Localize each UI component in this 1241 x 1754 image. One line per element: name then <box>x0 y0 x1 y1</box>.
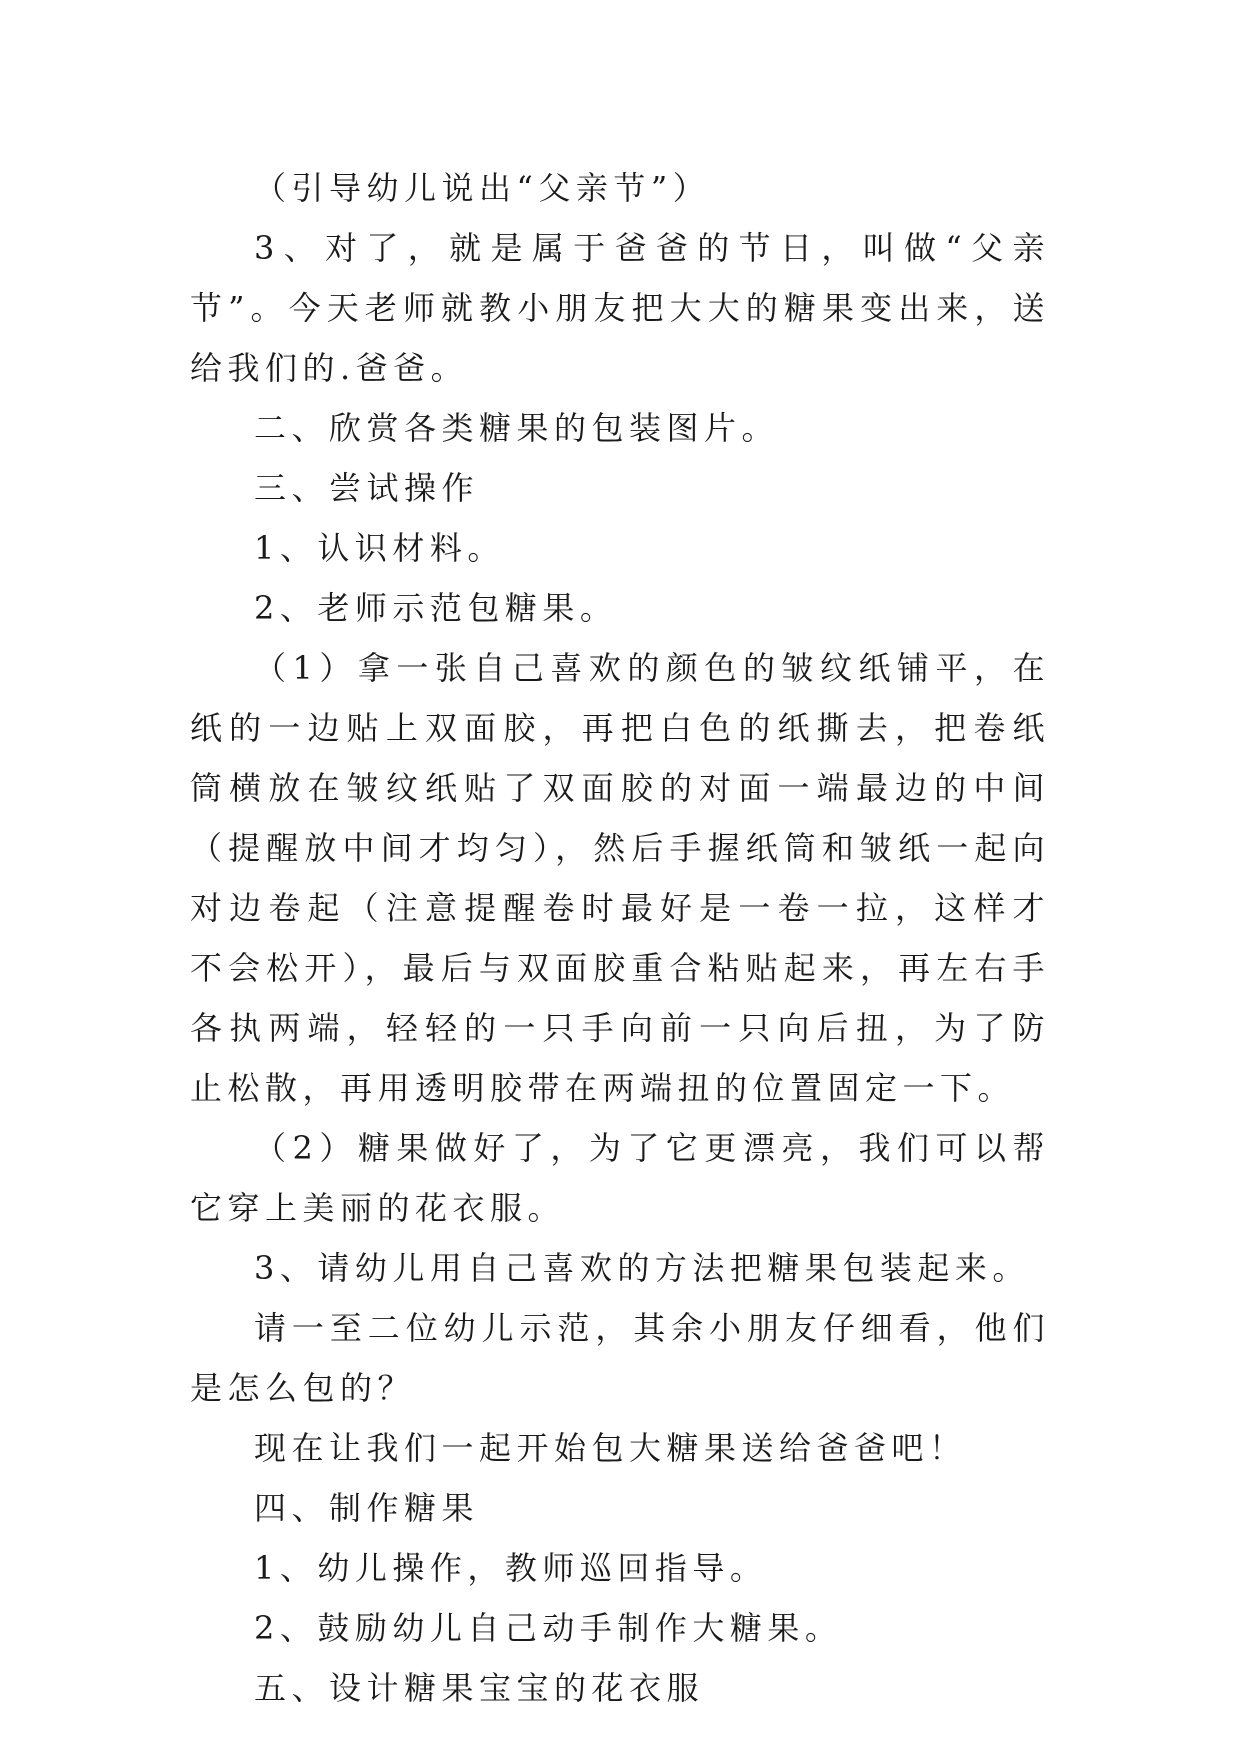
paragraph-start-wrapping: 现在让我们一起开始包大糖果送给爸爸吧！ <box>254 1429 967 1467</box>
section-heading-4: 四、制作糖果 <box>254 1489 480 1527</box>
paragraph-step-1-operate: 1、幼儿操作，教师巡回指导。 <box>254 1549 768 1587</box>
paragraph-demo-children: 请一至二位幼儿示范，其余小朋友仔细看，他们是怎么包的？ <box>190 1309 1050 1407</box>
paragraph-substep-1: （1）拿一张自己喜欢的颜色的皱纹纸铺平，在纸的一边贴上双面胶，再把白色的纸撕去，把卷纸筒横放在皱纹纸贴了双面胶的对面一端最边的中间（提醒放中间才均匀），然后手握纸筒和皱纸一起向对边卷起（注意提醒卷时最好是一卷一拉，这样才不会松开），最后与双面胶重合粘贴起来，再左右手各执两端，轻轻的一只手向前一只向后扭，为了防止松散，再用透明胶带在两端扭的位置固定一下。 <box>190 649 1050 1107</box>
paragraph-step-2-demo: 2、老师示范包糖果。 <box>254 589 618 627</box>
paragraph-step-3-wrap: 3、请幼儿用自己喜欢的方法把糖果包装起来。 <box>254 1249 1030 1287</box>
section-heading-3: 三、尝试操作 <box>254 469 480 507</box>
paragraph-step-2-encourage: 2、鼓励幼儿自己动手制作大糖果。 <box>254 1609 843 1647</box>
section-heading-5: 五、设计糖果宝宝的花衣服 <box>254 1669 705 1707</box>
paragraph-substep-2: （2）糖果做好了，为了它更漂亮，我们可以帮它穿上美丽的花衣服。 <box>190 1129 1050 1227</box>
document-body <box>190 158 1050 1718</box>
paragraph-step-1-materials: 1、认识材料。 <box>254 529 505 567</box>
section-heading-2: 二、欣赏各类糖果的包装图片。 <box>254 409 780 447</box>
paragraph-step-3-fathers-day: 3、对了，就是属于爸爸的节日，叫做“父亲节”。今天老师就教小朋友把大大的糖果变出来，送给我们的.爸爸。 <box>190 229 1050 387</box>
paragraph-guide-children: （引导幼儿说出“父亲节”） <box>254 169 711 207</box>
